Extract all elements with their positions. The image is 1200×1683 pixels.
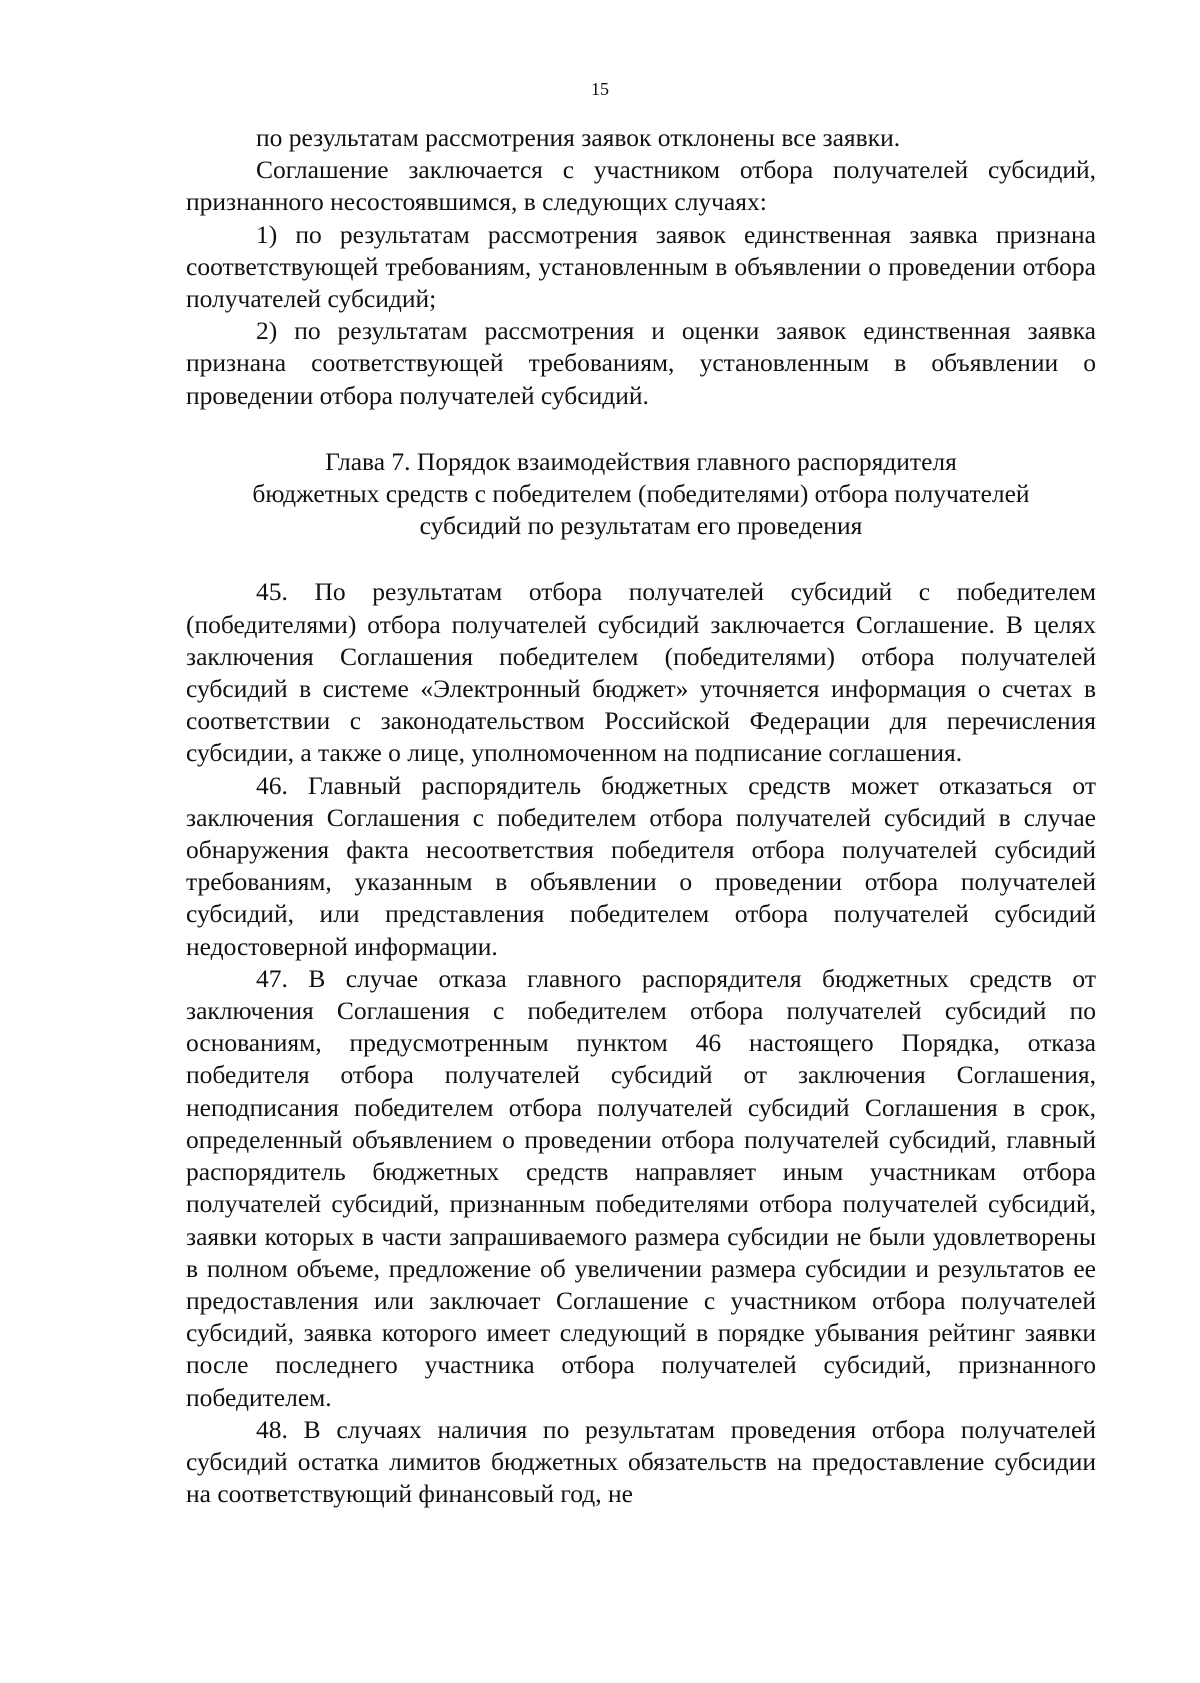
paragraph-45: 45. По результатам отбора получателей субсидий с победителем (победителями) отбора получателей субсидий заключается Соглашение. В целях заключения Соглашения победителем (победителями) отбора получателей субсидий в системе «Электронный бюджет» уточняется информация о счетах в соответствии с законодательством Российской Федерации для перечисления субсидии, а также о лице, уполномоченном на подписание соглашения. [186, 577, 1096, 768]
paragraph-case-2: 2) по результатам рассмотрения и оценки заявок единственная заявка признана соответствующей требованиям, установленным в объявлении о проведении отбора получателей субсидий. [186, 316, 1096, 410]
chapter-heading-line-2: бюджетных средств с победителем (победителями) отбора получателей [252, 479, 1030, 509]
paragraph-48: 48. В случаях наличия по результатам проведения отбора получателей субсидий остатка лимитов бюджетных обязательств на предоставление субсидии на соответствующий финансовый год, не [186, 1414, 1096, 1509]
paragraph-47: 47. В случае отказа главного распорядителя бюджетных средств от заключения Соглашения с победителем отбора получателей субсидий по основаниям, предусмотренным пунктом 46 настоящего Порядка, отказа победителя отбора получателей субсидий от заключения Соглашения, неподписания победителем отбора получателей субсидий Соглашения в срок, определенный объявлением о проведении отбора получателей субсидий, главный распорядитель бюджетных средств направляет иным участникам отбора получателей субсидий, признанным победителями отбора получателей субсидий, заявки которых в части запрашиваемого размера субсидии не были удовлетворены в полном объеме, предложение об увеличении размера субсидии и результатов ее предоставления или заключает Соглашение с участником отбора получателей субсидий, заявка которого имеет следующий в порядке убывания рейтинг заявки после последнего участника отбора получателей субсидий, признанного победителем. [186, 963, 1096, 1412]
paragraph-continuation: по результатам рассмотрения заявок отклонены все заявки. [256, 123, 901, 152]
page-number: 15 [591, 79, 609, 99]
document-body [186, 122, 1096, 1510]
paragraph-case-1: 1) по результатам рассмотрения заявок единственная заявка признана соответствующей требованиям, установленным в объявлении о проведении отбора получателей субсидий; [186, 219, 1096, 314]
paragraph-agreement-cases: Соглашение заключается с участником отбора получателей субсидий, признанного несостоявшимся, в следующих случаях: [186, 155, 1096, 217]
chapter-heading-line-3: субсидий по результатам его проведения [419, 511, 863, 541]
chapter-heading-line-1: Глава 7. Порядок взаимодействия главного распорядителя [325, 446, 957, 476]
chapter-heading [186, 446, 1096, 543]
paragraph-46: 46. Главный распорядитель бюджетных средств может отказаться от заключения Соглашения с победителем отбора получателей субсидий в случае обнаружения факта несоответствия победителя отбора получателей субсидий требованиям, указанным в объявлении о проведении отбора получателей субсидий, или представления победителем отбора получателей субсидий недостоверной информации. [186, 770, 1096, 961]
